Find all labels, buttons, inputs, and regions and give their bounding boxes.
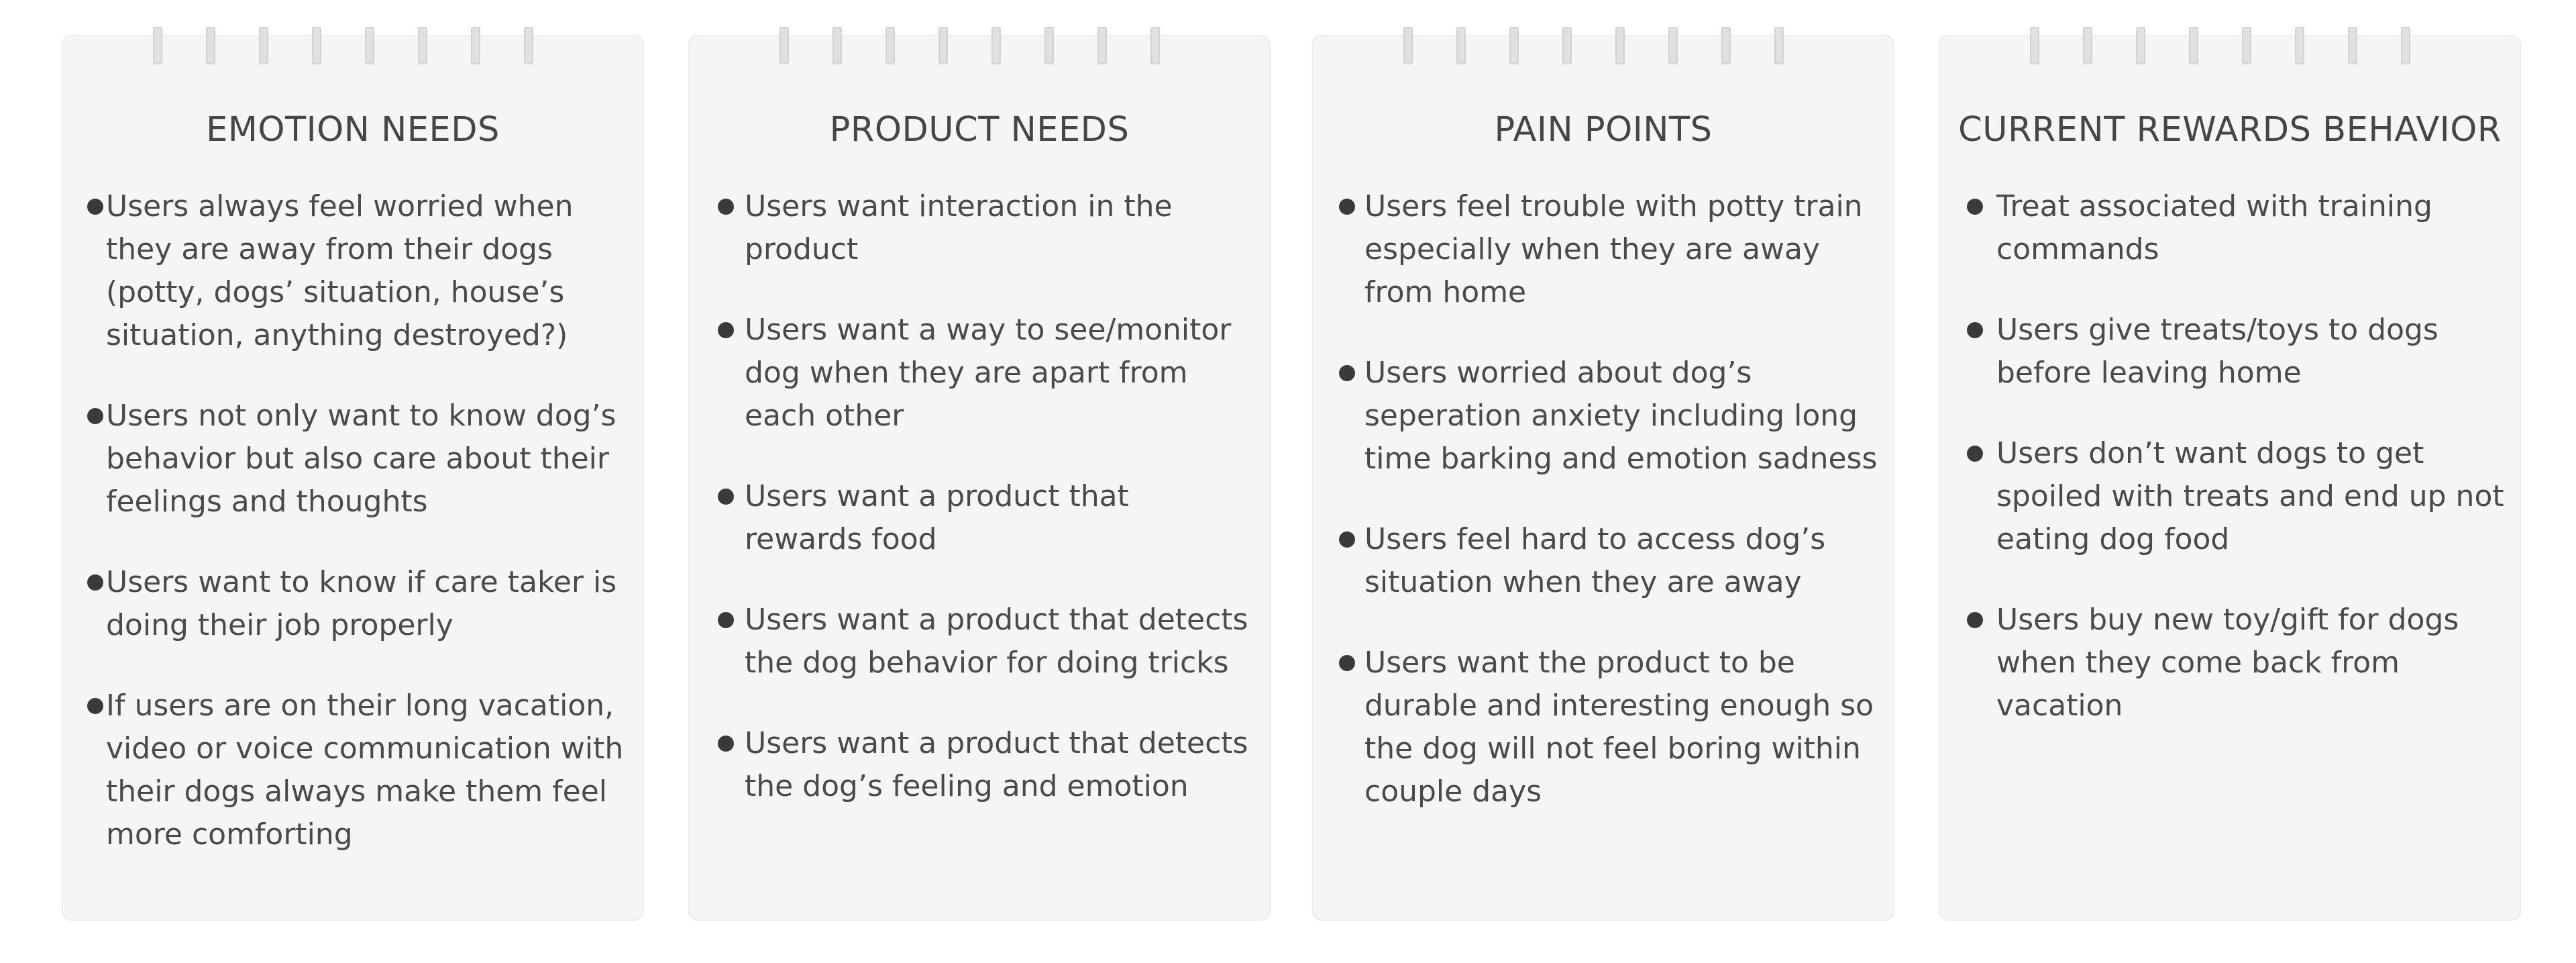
list-item-text: Users don’t want dogs to get spoiled with treats and end up not eating dog food (1996, 436, 2504, 556)
bullet-icon (1967, 322, 1983, 338)
bullet-list (63, 185, 643, 894)
notepad-card-emotion-needs (62, 35, 644, 921)
list-item (63, 561, 643, 647)
list-item-text: Users buy new toy/gift for dogs when they come back from vacation (1996, 603, 2459, 723)
list-item (690, 599, 1269, 685)
list-item (1313, 518, 1893, 604)
bullet-icon (718, 736, 734, 752)
list-item-text: Users always feel worried when they are away from their dogs (potty, dogs’ situation, house’s situation, anything destroyed?) (106, 189, 574, 352)
binder-ring-icon (153, 27, 162, 64)
list-item-text: Treat associated with training commands (1996, 189, 2432, 266)
bullet-icon (1339, 655, 1355, 671)
binder-ring-icon (2083, 27, 2092, 64)
list-item (1313, 352, 1893, 480)
binder-ring-icon (365, 27, 374, 64)
list-item-text: Users want the product to be durable and interesting enough so the dog will not feel boring within couple days (1364, 646, 1874, 809)
list-item-text: Users want interaction in the product (745, 189, 1173, 266)
list-item-text: Users feel hard to access dog’s situation when they are away (1364, 522, 1826, 599)
binder-ring-icon (1668, 27, 1678, 64)
bullet-icon (1339, 365, 1355, 381)
list-item (1313, 642, 1893, 813)
list-item-text: Users feel trouble with potty train especially when they are away from home (1364, 189, 1863, 309)
bullet-icon (718, 612, 734, 628)
binder-ring-icon (2242, 27, 2251, 64)
bullet-icon (87, 574, 103, 591)
binder-ring-icon (1509, 27, 1519, 64)
list-item (690, 722, 1269, 808)
list-item-text: Users give treats/toys to dogs before leaving home (1996, 313, 2438, 390)
list-item (690, 185, 1269, 271)
binder-ring-icon (1615, 27, 1625, 64)
binder-ring-icon (1721, 27, 1731, 64)
binder-ring-icon (524, 27, 533, 64)
bullet-icon (718, 322, 734, 338)
card-title: PAIN POINTS (1494, 110, 1713, 150)
binder-ring-icon (2295, 27, 2304, 64)
list-item (1940, 432, 2520, 561)
list-item (1940, 309, 2520, 395)
list-item-text: Users want a product that detects the dog behavior for doing tricks (745, 603, 1248, 680)
bullet-icon (718, 199, 734, 215)
card-title: PRODUCT NEEDS (829, 110, 1130, 150)
list-item (1313, 185, 1893, 314)
binder-ring-icon (259, 27, 268, 64)
bullet-list (1313, 185, 1893, 851)
bullet-icon (1339, 199, 1355, 215)
list-item-text: Users worried about dog’s seperation anxiety including long time barking and emotion sadness (1364, 356, 1878, 476)
binder-ring-icon (2136, 27, 2145, 64)
list-item (63, 685, 643, 856)
list-item-text: Users want to know if care taker is doing their job properly (106, 565, 617, 642)
binder-ring-icon (1403, 27, 1413, 64)
notepad-card-current-rewards-behavior (1939, 35, 2521, 921)
binder-ring-icon (1562, 27, 1572, 64)
binder-ring-icon (418, 27, 427, 64)
binder-ring-icon (1774, 27, 1784, 64)
binder-ring-icon (312, 27, 321, 64)
binder-ring-icon (206, 27, 215, 64)
list-item (1940, 185, 2520, 271)
bullet-icon (1967, 612, 1983, 628)
list-item-text: Users not only want to know dog’s behavior but also care about their feelings and thoughts (106, 399, 616, 519)
list-item (690, 309, 1269, 438)
list-item (690, 475, 1269, 561)
card-title: CURRENT REWARDS BEHAVIOR (1958, 110, 2502, 150)
list-item-text: Users want a product that rewards food (745, 479, 1129, 556)
notepad-card-product-needs (688, 35, 1271, 921)
binder-ring-icon (2030, 27, 2039, 64)
bullet-list (1940, 185, 2520, 765)
bullet-icon (87, 199, 103, 215)
binder-ring-icon (1097, 27, 1107, 64)
card-title: EMOTION NEEDS (206, 110, 500, 150)
list-item-text: Users want a product that detects the dog’s feeling and emotion (745, 726, 1248, 803)
binder-ring-icon (1456, 27, 1466, 64)
binder-ring-icon (885, 27, 895, 64)
list-item (63, 395, 643, 523)
list-item (63, 185, 643, 357)
bullet-icon (718, 489, 734, 505)
binder-ring-icon (833, 27, 842, 64)
binder-ring-icon (471, 27, 480, 64)
bullet-icon (87, 408, 103, 424)
notepad-card-pain-points (1312, 35, 1894, 921)
list-item-text: If users are on their long vacation, video or voice communication with their dogs always make them feel more comforting (106, 689, 624, 852)
binder-ring-icon (991, 27, 1001, 64)
binder-ring-icon (2189, 27, 2198, 64)
binder-ring-icon (1150, 27, 1160, 64)
binder-ring-icon (938, 27, 948, 64)
binder-ring-icon (1044, 27, 1054, 64)
bullet-icon (1967, 446, 1983, 462)
list-item-text: Users want a way to see/monitor dog when they are apart from each other (745, 313, 1232, 433)
binder-ring-icon (2401, 27, 2410, 64)
binder-ring-icon (2348, 27, 2357, 64)
list-item (1940, 599, 2520, 727)
bullet-list (690, 185, 1269, 846)
bullet-icon (1339, 531, 1355, 548)
binder-ring-icon (780, 27, 789, 64)
bullet-icon (1967, 199, 1983, 215)
bullet-icon (87, 698, 103, 714)
